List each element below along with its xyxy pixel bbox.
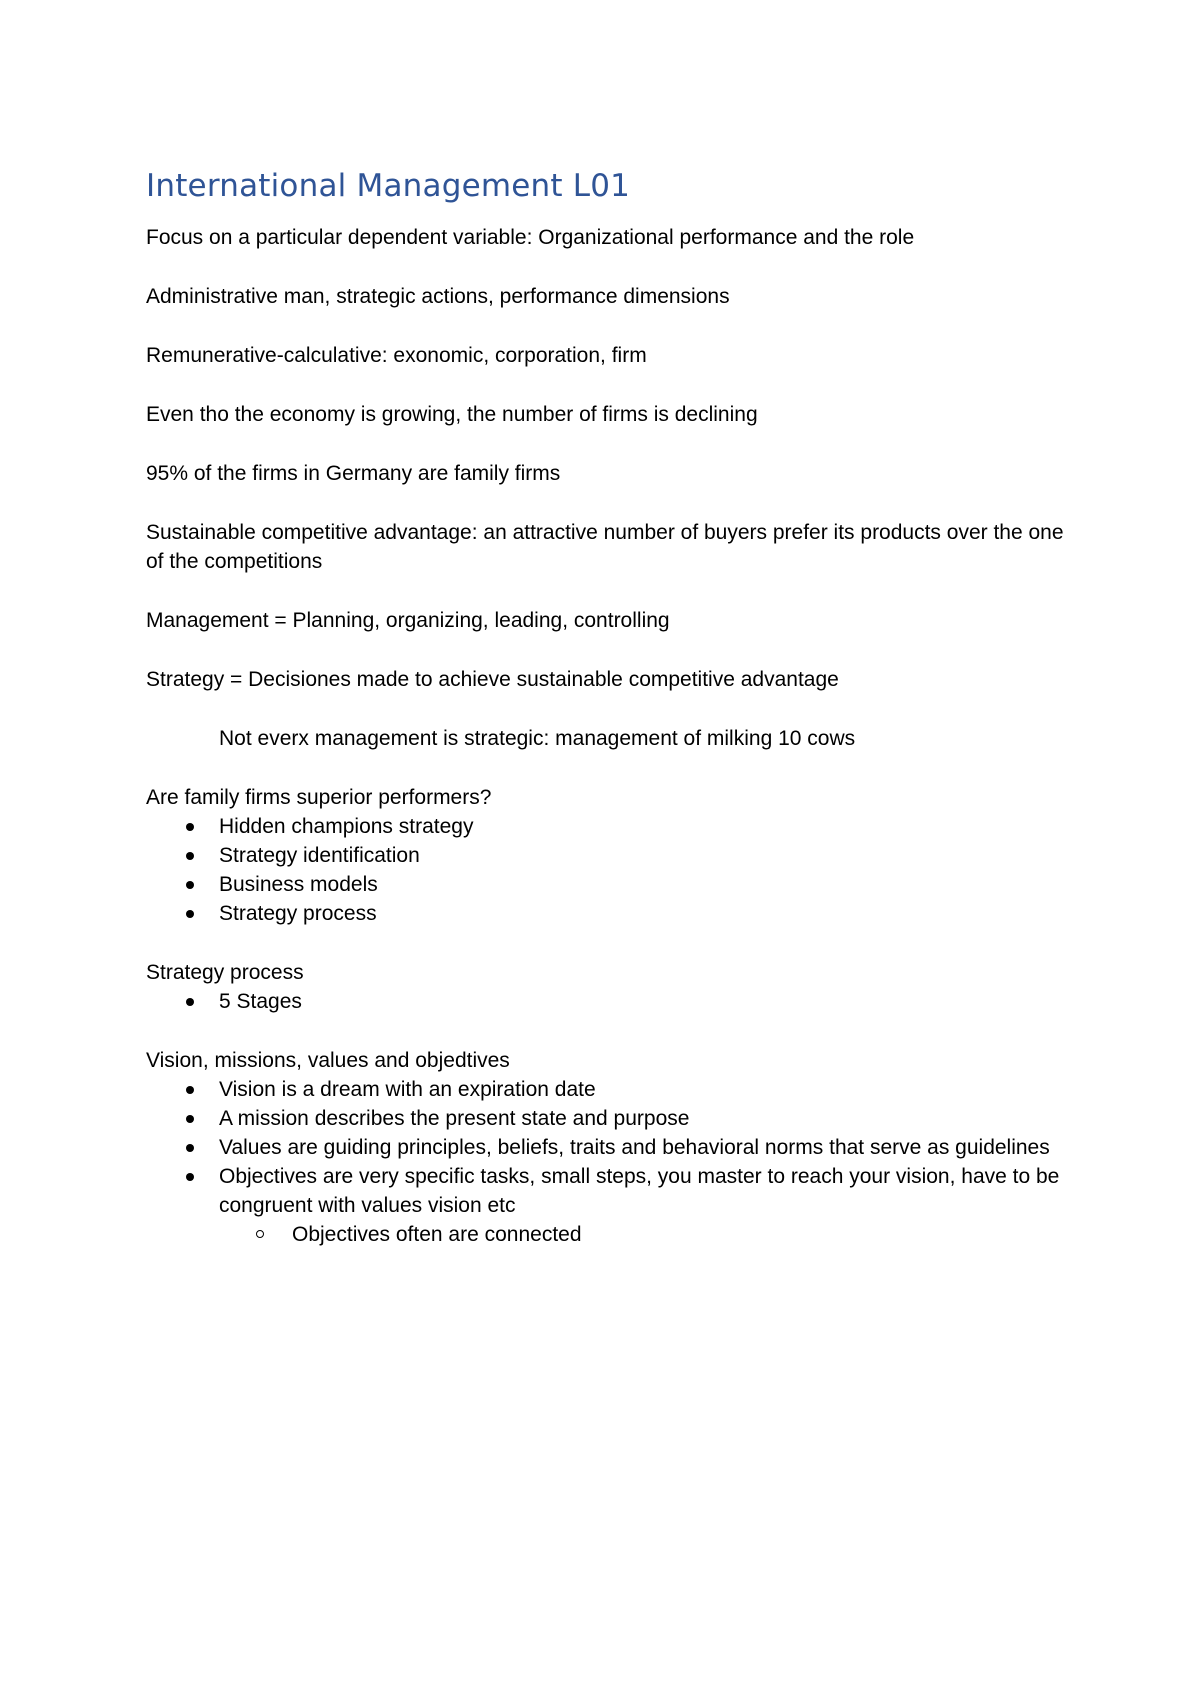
vision-heading: Vision, missions, values and objedtives bbox=[146, 1049, 510, 1072]
bullet-icon bbox=[186, 998, 194, 1006]
list-item bbox=[146, 1104, 1066, 1133]
list-item bbox=[146, 870, 1066, 899]
family-firms-list bbox=[146, 812, 1066, 928]
list-item-text: A mission describes the present state and purpose bbox=[219, 1107, 690, 1130]
bullet-icon bbox=[186, 881, 194, 889]
list-item-text: Vision is a dream with an expiration date bbox=[219, 1078, 596, 1101]
circle-bullet-icon bbox=[256, 1230, 264, 1238]
document-title: International Management L01 bbox=[146, 168, 631, 204]
sub-list bbox=[219, 1220, 1066, 1249]
bullet-icon bbox=[186, 852, 194, 860]
bullet-icon bbox=[186, 1086, 194, 1094]
bullet-icon bbox=[186, 1115, 194, 1123]
strategy-process-heading: Strategy process bbox=[146, 961, 304, 984]
list-item-text: Business models bbox=[219, 873, 378, 896]
bullet-icon bbox=[186, 1144, 194, 1152]
bullet-icon bbox=[186, 910, 194, 918]
bullet-icon bbox=[186, 823, 194, 831]
paragraph: Even tho the economy is growing, the number of firms is declining bbox=[146, 403, 758, 426]
paragraph: Focus on a particular dependent variable: Organizational performance and the role bbox=[146, 226, 915, 249]
family-firms-heading: Are family firms superior performers? bbox=[146, 786, 492, 809]
list-item bbox=[146, 1133, 1066, 1162]
list-item bbox=[146, 841, 1066, 870]
list-item bbox=[146, 1162, 1066, 1249]
list-item bbox=[146, 1075, 1066, 1104]
list-item-text: Values are guiding principles, beliefs, traits and behavioral norms that serve as guidelines bbox=[219, 1136, 1050, 1159]
indented-paragraph: Not everx management is strategic: management of milking 10 cows bbox=[219, 727, 856, 750]
paragraph: Sustainable competitive advantage: an attractive number of buyers prefer its products over the one of the competitions bbox=[146, 521, 1064, 573]
vision-list bbox=[146, 1075, 1066, 1249]
paragraph: 95% of the firms in Germany are family firms bbox=[146, 462, 561, 485]
sub-list-item bbox=[219, 1220, 1066, 1249]
sub-list-item-text: Objectives often are connected bbox=[292, 1223, 582, 1246]
paragraph: Remunerative-calculative: exonomic, corporation, firm bbox=[146, 344, 647, 367]
list-item-text: Strategy process bbox=[219, 902, 377, 925]
paragraph: Management = Planning, organizing, leading, controlling bbox=[146, 609, 670, 632]
document-body bbox=[146, 166, 1066, 1279]
list-item-text: Strategy identification bbox=[219, 844, 420, 867]
bullet-icon bbox=[186, 1173, 194, 1181]
list-item bbox=[146, 812, 1066, 841]
strategy-process-list bbox=[146, 987, 1066, 1016]
list-item-text: Hidden champions strategy bbox=[219, 815, 474, 838]
paragraph: Administrative man, strategic actions, performance dimensions bbox=[146, 285, 730, 308]
list-item bbox=[146, 987, 1066, 1016]
paragraph: Strategy = Decisiones made to achieve sustainable competitive advantage bbox=[146, 668, 839, 691]
list-item bbox=[146, 899, 1066, 928]
list-item-text: Objectives are very specific tasks, small steps, you master to reach your vision, have to be congruent with values vision etc bbox=[219, 1165, 1060, 1217]
list-item-text: 5 Stages bbox=[219, 990, 302, 1013]
